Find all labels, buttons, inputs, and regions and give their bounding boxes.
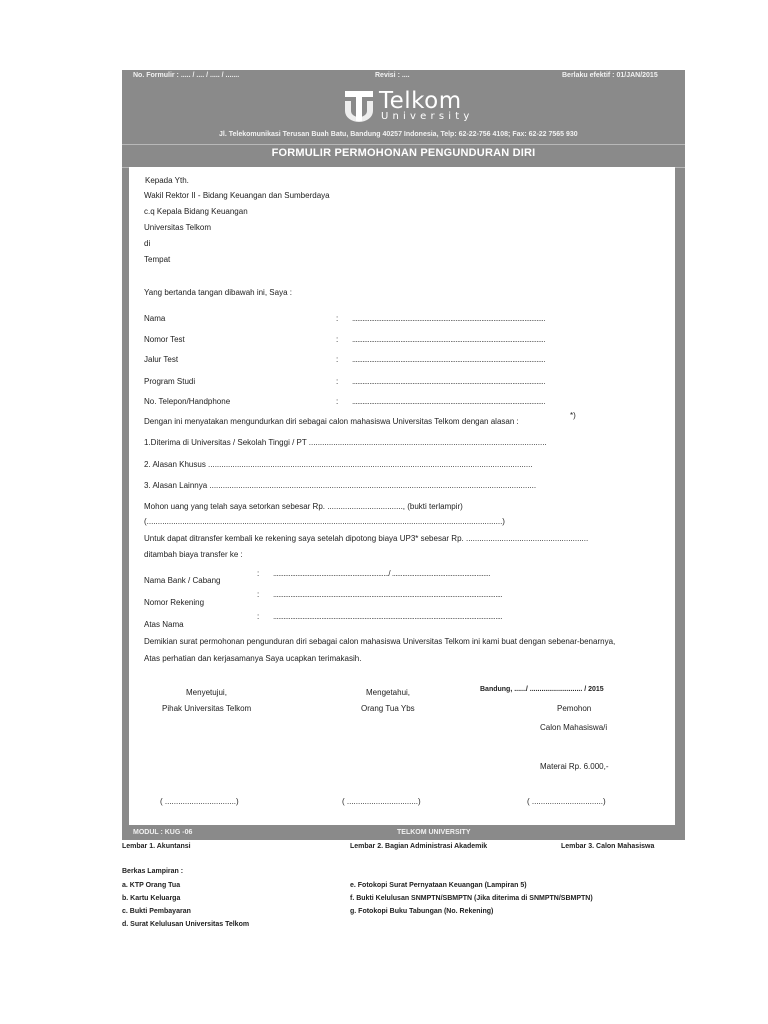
copy-3: Lembar 3. Calon Mahasiswa (561, 843, 655, 850)
field-colon: : (336, 314, 339, 323)
module-code: MODUL : KUG -06 (133, 829, 193, 836)
refund-amount-words: (................................................................................................................................................................) (144, 517, 505, 526)
closing-line-1: Demikian surat permohonan pengunduran diri sebagai calon mahasiswa Universitas Telkom ini kami buat dengan sebenar-benarnya, (144, 637, 616, 646)
field-label-name: Nama (144, 314, 166, 323)
refund-transfer-note: Untuk dapat ditransfer kembali ke rekening saya setelah dipotong biaya UP3* sebesar Rp. ....................................................... (144, 534, 589, 543)
addressee-line-1: Kepada Yth. (145, 176, 189, 185)
field-colon: : (336, 397, 339, 406)
attachment-d: d. Surat Kelulusan Universitas Telkom (122, 921, 250, 928)
reason-2: 2. Alasan Khusus .................................................................................................................................................. (144, 460, 533, 469)
intro-text: Yang bertanda tangan dibawah ini, Saya : (144, 288, 292, 297)
applicant-role: Calon Mahasiswa/i (540, 723, 608, 732)
attachment-f: f. Bukti Kelulusan SNMPTN/SBMPTN (Jika diterima di SNMPTN/SBMPTN) (350, 895, 593, 902)
attachments-heading: Berkas Lampiran : (122, 868, 184, 875)
bank-dots: .................................................................../ ......................................................... (273, 569, 491, 578)
field-colon: : (336, 377, 339, 386)
copy-1: Lembar 1. Akuntansi (122, 843, 191, 850)
holder-dots: ..................................................................................................................................... (273, 612, 503, 621)
holder-colon: : (257, 612, 260, 621)
place-and-date: Bandung, ....../ ........................... / 2015 (480, 686, 604, 693)
acknowledged-party: Orang Tua Ybs (361, 704, 415, 713)
revision-number: Revisi : .... (375, 72, 410, 79)
attachment-g: g. Fotokopi Buku Tabungan (No. Rekening) (350, 908, 494, 915)
closing-line-2: Atas perhatian dan kerjasamanya Saya ucapkan terimakasih. (144, 654, 362, 663)
header-separator (122, 144, 685, 145)
approval-heading: Menyetujui, (186, 688, 227, 697)
signature-line-university: ( ................................) (160, 797, 239, 806)
field-label-test-path: Jalur Test (144, 355, 179, 364)
attachment-e: e. Fotokopi Surat Pernyataan Keuangan (Lampiran 5) (350, 882, 527, 889)
telkom-logo-icon (343, 89, 375, 123)
field-label-study-program: Program Studi (144, 377, 196, 386)
account-label: Nomor Rekening (144, 598, 205, 607)
field-colon: : (336, 355, 339, 364)
approval-party: Pihak Universitas Telkom (162, 704, 252, 713)
field-colon: : (336, 335, 339, 344)
footnote-mark: *) (570, 411, 576, 420)
addressee-line-3: c.q Kepala Bidang Keuangan (144, 207, 248, 216)
attachment-c: c. Bukti Pembayaran (122, 908, 191, 915)
footer-university: TELKOM UNIVERSITY (397, 829, 471, 836)
institution-address: Jl. Telekomunikasi Terusan Buah Batu, Bandung 40257 Indonesia, Telp: 62-22-756 4108; Fax: 62-22 7565 930 (219, 131, 578, 138)
attachment-b: b. Kartu Keluarga (122, 895, 181, 902)
addressee-line-2: Wakil Rektor II - Bidang Keuangan dan Sumberdaya (144, 191, 330, 200)
logo-subtitle: University (381, 111, 474, 122)
copy-2: Lembar 2. Bagian Administrasi Akademik (350, 843, 488, 850)
logo-name: Telkom (379, 88, 462, 114)
bank-label: Nama Bank / Cabang (144, 576, 221, 585)
refund-request: Mohon uang yang telah saya setorkan sebesar Rp. .................................., (bukti terlampir) (144, 502, 463, 511)
addressee-line-6: Tempat (144, 255, 171, 264)
field-dots-test-path: ................................................................................................................ (352, 355, 545, 364)
signature-line-parent: ( ................................) (342, 797, 421, 806)
holder-label: Atas Nama (144, 620, 184, 629)
form-number: No. Formulir : ..... / .... / ..... / ....... (133, 72, 240, 79)
signature-line-applicant: ( ................................) (527, 797, 606, 806)
field-dots-study-program: ................................................................................................................ (352, 377, 545, 386)
addressee-line-4: Universitas Telkom (144, 223, 211, 232)
refund-transfer-fee: ditambah biaya transfer ke : (144, 550, 243, 559)
field-dots-name: ................................................................................................................ (352, 314, 545, 323)
acknowledged-heading: Mengetahui, (366, 688, 411, 697)
applicant-heading: Pemohon (557, 704, 592, 713)
telkom-university-logo (339, 86, 489, 126)
addressee-line-5: di (144, 239, 151, 248)
account-colon: : (257, 590, 260, 599)
field-label-test-number: Nomor Test (144, 335, 185, 344)
attachment-a: a. KTP Orang Tua (122, 882, 181, 889)
account-dots: ..................................................................................................................................... (273, 590, 503, 599)
stamp-duty-note: Materai Rp. 6.000,- (540, 762, 609, 771)
field-label-phone: No. Telepon/Handphone (144, 397, 231, 406)
effective-date: Berlaku efektif : 01/JAN/2015 (562, 72, 658, 79)
field-dots-test-number: ................................................................................................................ (352, 335, 545, 344)
field-dots-phone: ................................................................................................................ (352, 397, 545, 406)
reason-1: 1.Diterima di Universitas / Sekolah Tinggi / PT ........................................................................................................... (144, 438, 547, 447)
form-title: FORMULIR PERMOHONAN PENGUNDURAN DIRI (271, 147, 536, 159)
withdrawal-statement: Dengan ini menyatakan mengundurkan diri sebagai calon mahasiswa Universitas Telkom dengan alasan : (144, 417, 519, 426)
bank-colon: : (257, 569, 260, 578)
reason-3: 3. Alasan Lainnya ................................................................................................................................................... (144, 481, 537, 490)
